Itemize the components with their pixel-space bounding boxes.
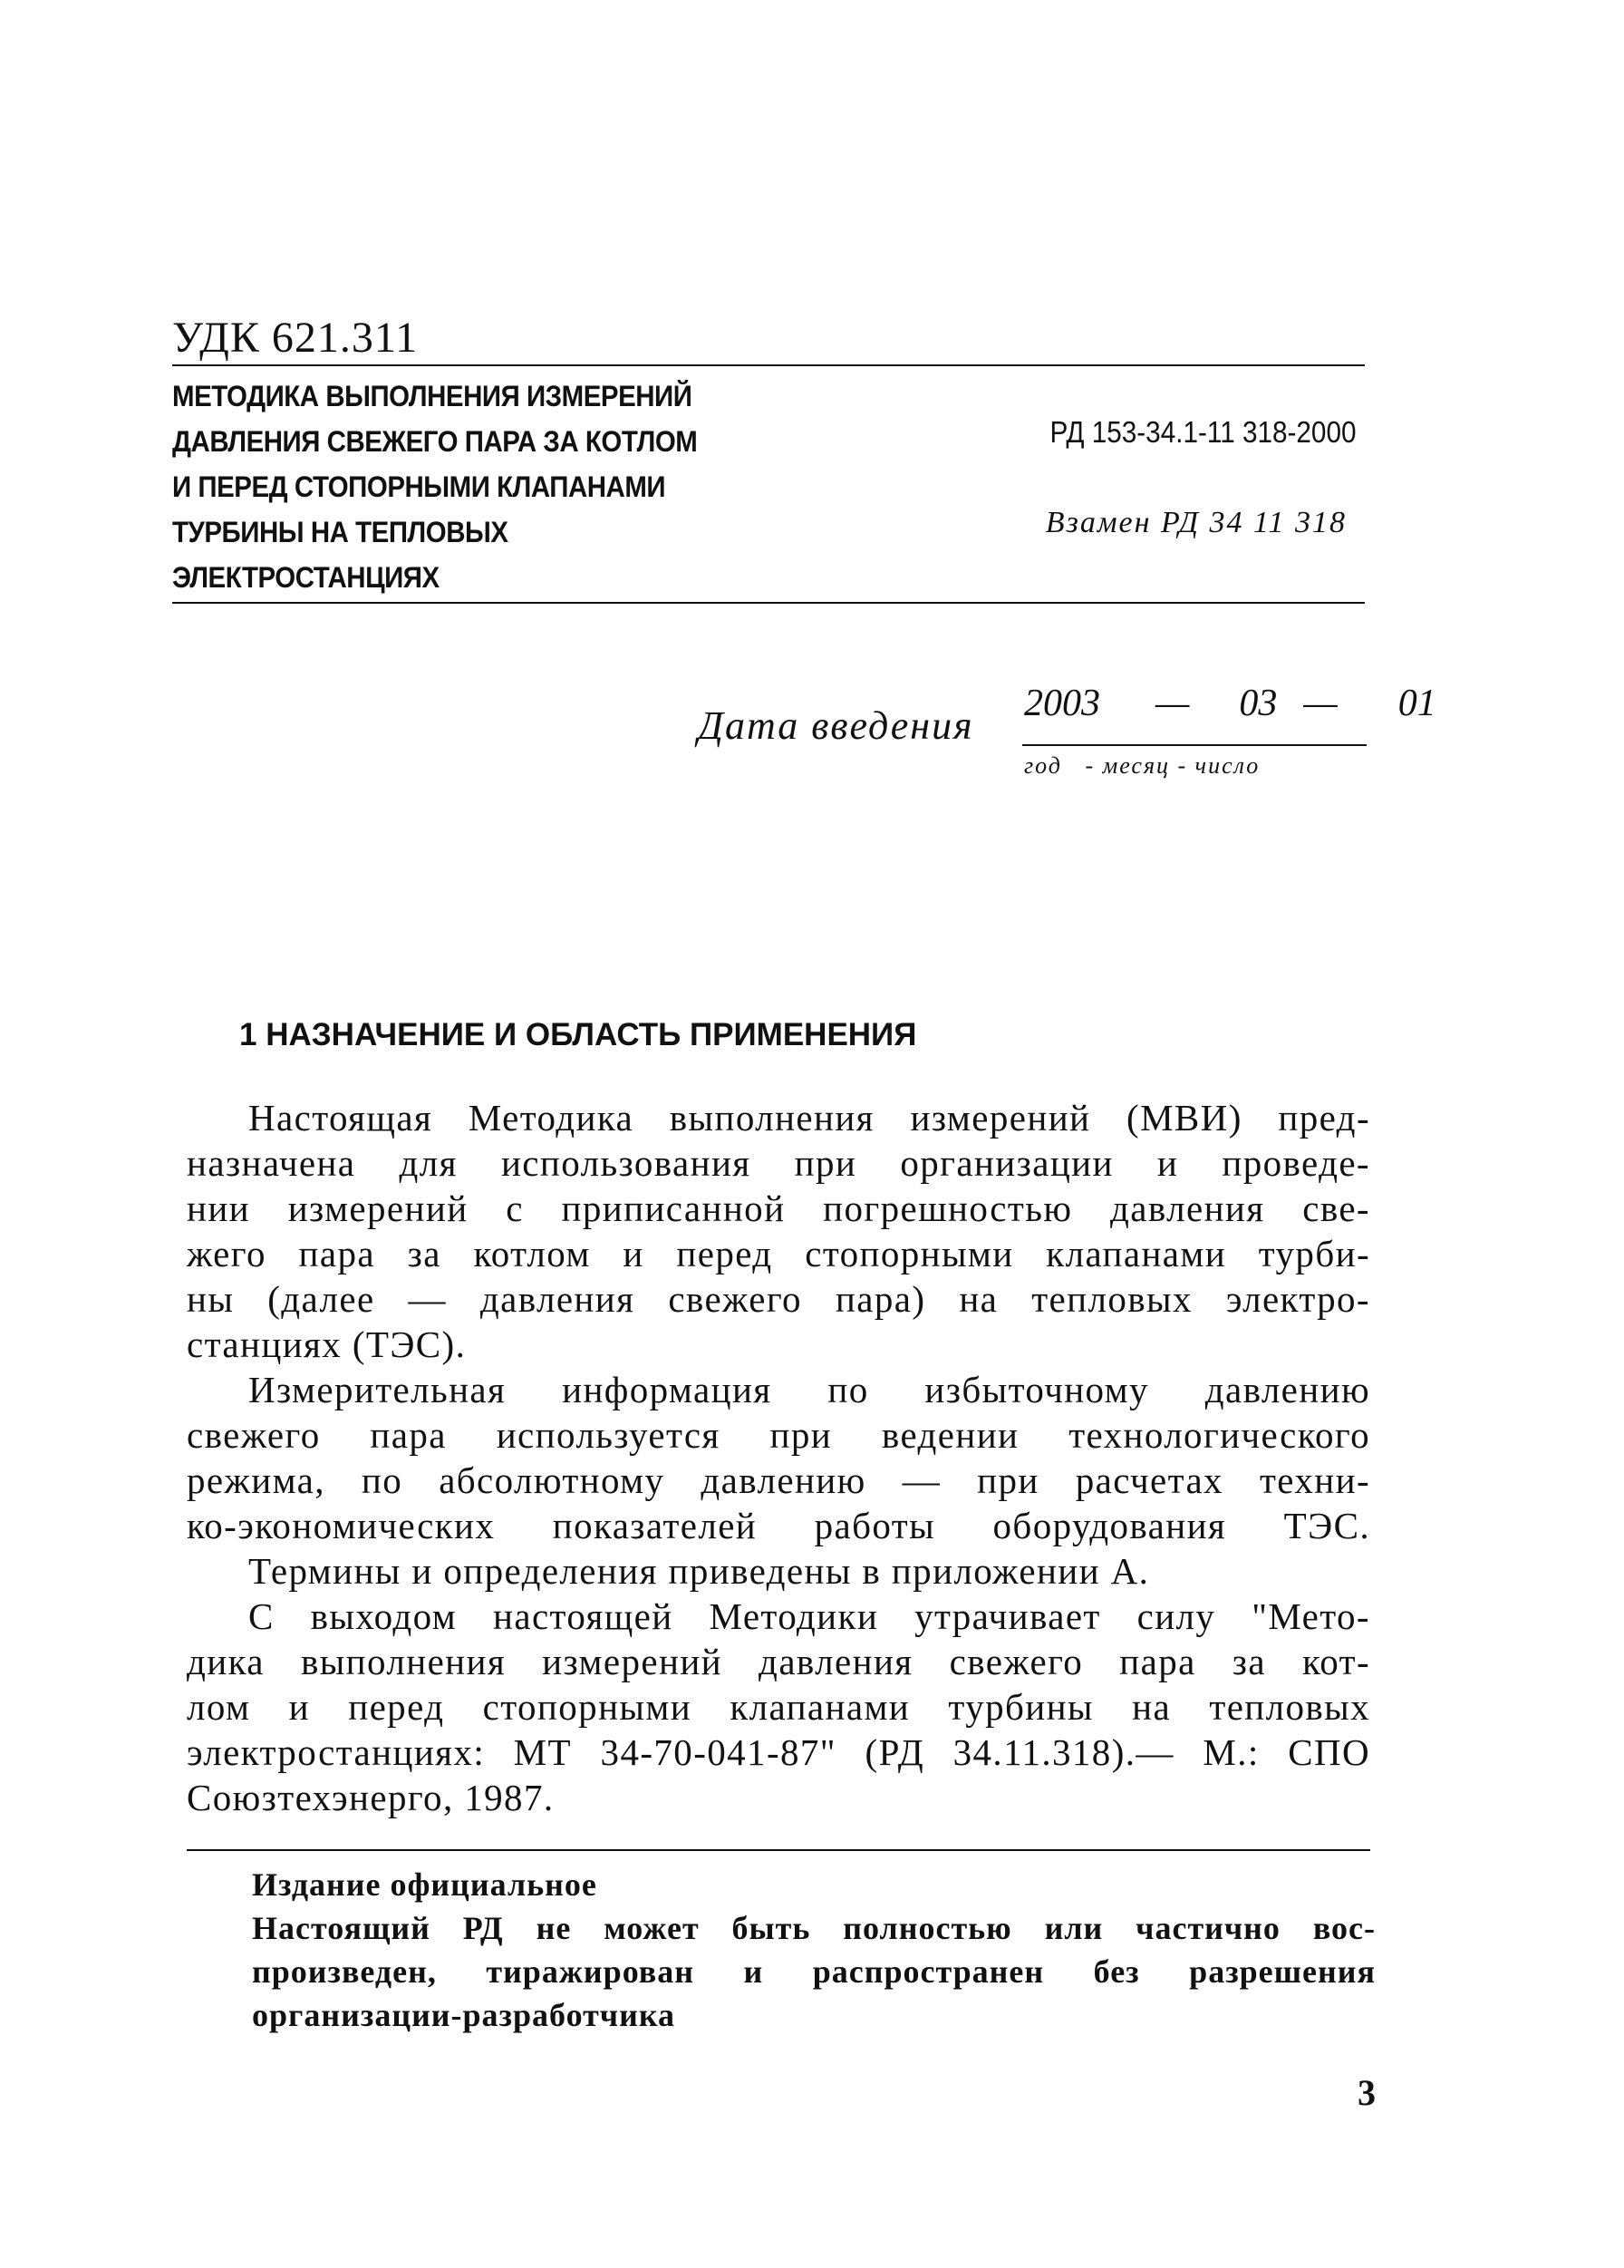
text-line: лом и перед стопорными клапанами турбины на тепловых — [187, 1686, 1370, 1728]
intro-date-day: 01 — [1397, 683, 1436, 724]
paragraph — [187, 1095, 1370, 1367]
text-line: ны (далее — давления свежего пара) на тепловых электро- — [187, 1278, 1370, 1320]
text-line: С выходом настоящей Методики утрачивает силу "Мето- — [248, 1595, 1370, 1637]
text-line: ко-экономических показателей работы оборудования ТЭС. — [187, 1505, 1370, 1546]
title-line: МЕТОДИКА ВЫПОЛНЕНИЯ ИЗМЕРЕНИЙ — [172, 380, 692, 412]
notice-line: Настоящий РД не может быть полностью или частично вос- — [252, 1910, 1376, 1946]
intro-date-year: 2003 — [1024, 683, 1100, 724]
paragraph — [187, 1594, 1370, 1820]
text-line: назначена для использования при организации и проведе- — [187, 1142, 1370, 1184]
paragraph — [187, 1548, 1370, 1594]
title-line: ДАВЛЕНИЯ СВЕЖЕГО ПАРА ЗА КОТЛОМ — [172, 425, 698, 458]
page-number: 3 — [1358, 2072, 1376, 2113]
text-line: дика выполнения измерений давления свежего пара за кот- — [187, 1641, 1370, 1682]
intro-date-month: 03 — [1239, 683, 1278, 724]
udk-code: УДК 621.311 — [172, 314, 419, 362]
text-line: Союзтехэнерго, 1987. — [187, 1777, 555, 1818]
intro-date-rule — [1022, 744, 1367, 746]
title-line: ЭЛЕКТРОСТАНЦИЯХ — [172, 561, 440, 594]
header-bottom-rule — [172, 602, 1365, 604]
text-line: Настоящая Методика выполнения измерений (МВИ) пред- — [248, 1097, 1370, 1139]
section-body — [187, 1095, 1370, 1820]
intro-date-dash: — — [1303, 683, 1338, 724]
intro-date-value — [1024, 682, 1436, 725]
official-edition-notice — [252, 1863, 1376, 2037]
title-line: ТУРБИНЫ НА ТЕПЛОВЫХ — [172, 516, 508, 548]
document-title — [172, 373, 756, 600]
footer-rule — [187, 1849, 1370, 1851]
text-line: жего пара за котлом и перед стопорными клапанами турби- — [187, 1233, 1370, 1275]
text-line: Измерительная информация по избыточному давлению — [248, 1369, 1370, 1410]
intro-date-caption: год - месяц - число — [1024, 752, 1261, 779]
title-line: И ПЕРЕД СТОПОРНЫМИ КЛАПАНАМИ — [172, 470, 666, 503]
notice-line: организации-разработчика — [252, 1997, 676, 2033]
section-heading: 1 НАЗНАЧЕНИЕ И ОБЛАСТЬ ПРИМЕНЕНИЯ — [239, 1017, 917, 1052]
text-line: режима, по абсолютному давлению — при расчетах техни- — [187, 1459, 1370, 1501]
intro-date-label: Дата введения — [698, 703, 974, 748]
text-line: станциях (ТЭС). — [187, 1323, 467, 1365]
document-code: РД 153-34.1-11 318-2000 — [1049, 415, 1356, 449]
intro-date-dash: — — [1155, 683, 1190, 724]
notice-line: Издание официальное — [252, 1866, 597, 1903]
replaces-note: Взамен РД 34 11 318 — [1045, 506, 1347, 539]
header-top-rule — [172, 364, 1365, 366]
paragraph — [187, 1367, 1370, 1548]
text-line: нии измерений с приписанной погрешностью давления све- — [187, 1187, 1370, 1229]
notice-line: произведен, тиражирован и распространен без разрешения — [252, 1953, 1376, 1990]
text-line: Термины и определения приведены в приложении А. — [248, 1550, 1150, 1592]
text-line: свежего пара используется при ведении технологического — [187, 1414, 1370, 1456]
text-line: электростанциях: МТ 34-70-041-87" (РД 34.11.318).— М.: СПО — [187, 1731, 1370, 1773]
